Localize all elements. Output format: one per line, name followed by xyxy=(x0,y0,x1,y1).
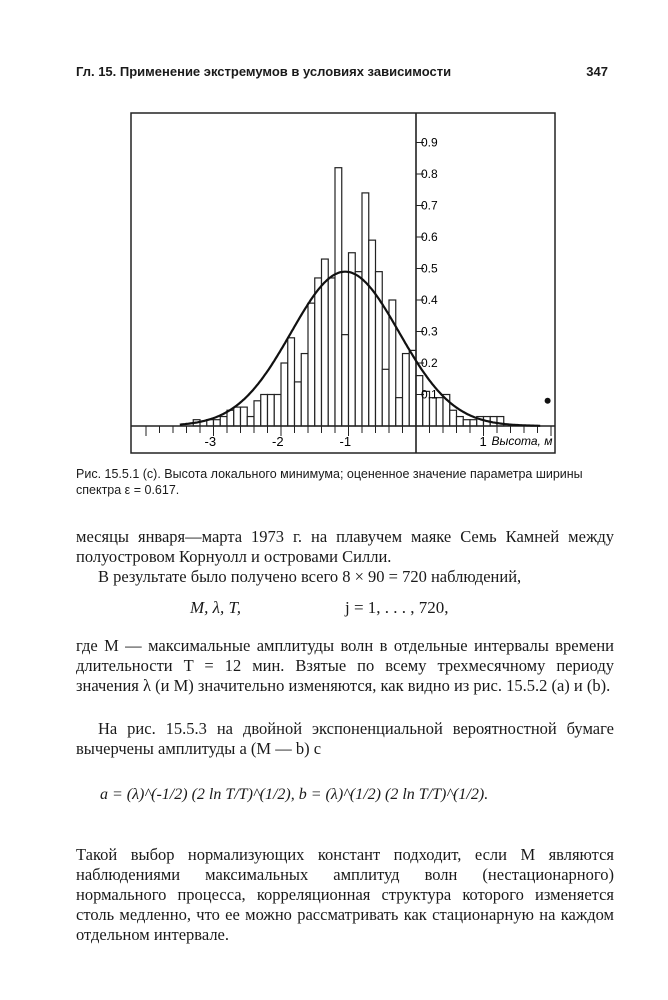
histogram-bar xyxy=(463,420,470,426)
histogram-bar xyxy=(227,410,234,426)
histogram-bar xyxy=(355,272,362,426)
x-tick-label: -2 xyxy=(272,434,284,449)
histogram-bar xyxy=(430,398,437,426)
y-tick-label: 0.8 xyxy=(421,167,438,181)
histogram-bar xyxy=(436,398,443,426)
histogram-figure xyxy=(0,0,668,470)
paragraph-3: На рис. 15.5.3 на двойной экспоненциальной вероятностной бумаге вычерчены амплитуды a (M — b) с xyxy=(76,719,614,758)
y-tick-label: 0.9 xyxy=(421,135,438,150)
y-tick-label: 0.4 xyxy=(421,293,438,307)
histogram-bar xyxy=(288,338,295,426)
paragraph-2: где M — максимальные амплитуды волн в отдельные интервалы времени длительности T = 12 мин. Взятые по всему трехмесячному периоду значения λ (и M) значительно изменяются, как видно из рис. 15.5.2 (a) и (b). xyxy=(76,636,614,695)
paragraph-1-text: месяцы января—марта 1973 г. на плавучем маяке Семь Камней между полуостровом Корнуолл и островами Силли. xyxy=(76,527,614,566)
data-point xyxy=(545,398,551,404)
histogram-bar xyxy=(308,303,315,426)
histogram-bar xyxy=(234,407,241,426)
histogram-bar xyxy=(268,395,275,427)
histogram-bar xyxy=(241,407,248,426)
histogram-bar xyxy=(254,401,261,426)
histogram-bar xyxy=(301,354,308,426)
y-tick-label: 0.2 xyxy=(421,356,438,370)
y-tick-label: 0.7 xyxy=(421,198,438,213)
histogram-bar xyxy=(247,417,254,426)
histogram-bar xyxy=(450,410,457,426)
histogram-bar xyxy=(349,253,356,426)
histogram-bar xyxy=(274,395,281,427)
equation-1-range: j = 1, . . . , 720, xyxy=(345,598,449,617)
paragraph-1b-text: В результате было получено всего 8 × 90 = 720 наблюдений, xyxy=(98,567,522,586)
histogram-bar xyxy=(362,193,369,426)
histogram-bar xyxy=(295,382,302,426)
equation-1-vars: M, λ, T, xyxy=(190,598,241,617)
y-tick-label: 0.3 xyxy=(421,324,438,339)
histogram-bar xyxy=(335,168,342,426)
x-axis-label: Высота, м xyxy=(491,434,553,448)
histogram-bar xyxy=(342,335,349,426)
page-number: 347 xyxy=(586,64,608,79)
paragraph-1 xyxy=(76,527,614,587)
histogram-bar xyxy=(470,420,477,426)
histogram-bar xyxy=(369,240,376,426)
histogram-bar xyxy=(403,354,410,426)
x-tick-label: 1 xyxy=(479,434,487,449)
equation-2: a = (λ)^(-1/2) (2 ln T/T)^(1/2), b = (λ)^(1/2) (2 ln T/T)^(1/2). xyxy=(100,786,489,803)
histogram-bar xyxy=(281,363,288,426)
x-tick-label: -3 xyxy=(204,434,217,449)
histogram-bar xyxy=(409,350,416,426)
histogram-bar xyxy=(315,278,322,426)
y-tick-label: 0.6 xyxy=(421,230,438,244)
histogram-bar xyxy=(396,398,403,426)
paragraph-4: Такой выбор нормализующих констант подходит, если M являются наблюдениями максимальных амплитуд волн (нестационарного) нормального процесса, корреляционная структура которого изменяется столь медленно, что ее можно рассматривать как стационарную на каждом отдельном интервале. xyxy=(76,845,614,944)
histogram-bar xyxy=(220,417,227,426)
figure-caption: Рис. 15.5.1 (c). Высота локального минимума; оцененное значение параметра ширины спектра ε = 0.617. xyxy=(76,467,583,497)
y-tick-label: 0.5 xyxy=(421,261,438,276)
histogram-bar xyxy=(382,369,389,426)
x-tick-label: -1 xyxy=(339,434,352,449)
running-title: Гл. 15. Применение экстремумов в условиях зависимости xyxy=(76,64,452,79)
histogram-bar xyxy=(261,395,268,427)
y-tick-label: 0.1 xyxy=(421,387,438,402)
histogram-bar xyxy=(328,278,335,426)
histogram-bar xyxy=(214,420,221,426)
histogram-bar xyxy=(457,417,464,426)
